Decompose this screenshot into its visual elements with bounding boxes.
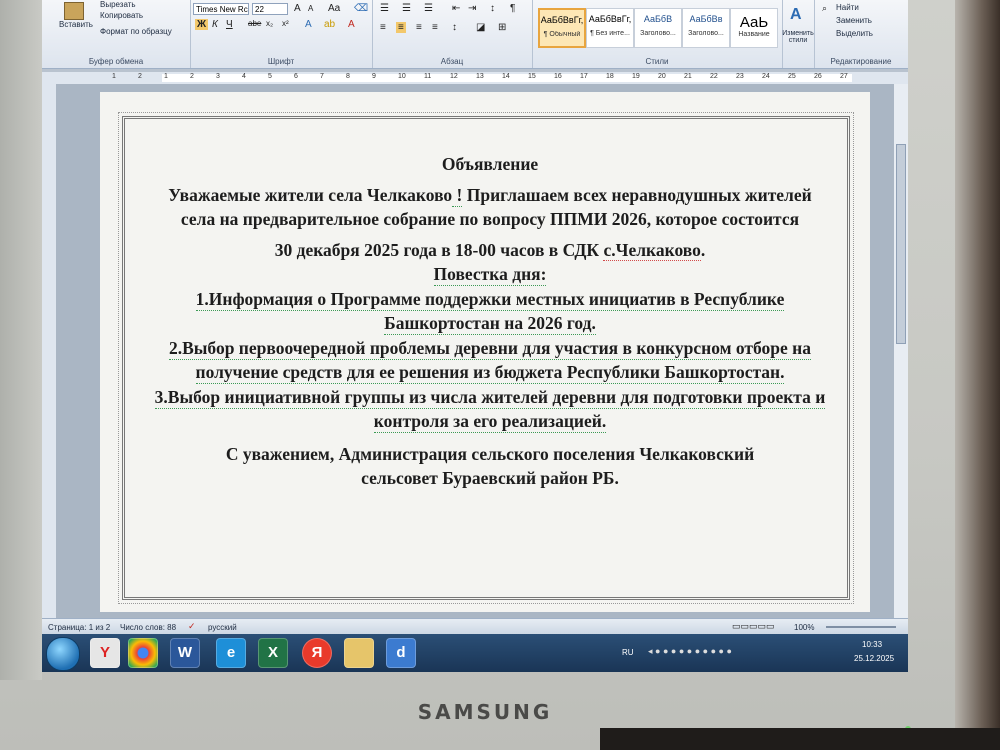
change-styles-icon[interactable]: A bbox=[790, 6, 802, 23]
replace-button[interactable]: Заменить bbox=[836, 16, 872, 25]
borders-icon[interactable]: ⊞ bbox=[498, 22, 507, 33]
doc-greeting bbox=[150, 183, 830, 232]
doc-date-after: . bbox=[700, 239, 706, 260]
ruler-number: 10 bbox=[398, 73, 406, 80]
ruler-number: 8 bbox=[346, 73, 350, 80]
ruler-number: 13 bbox=[476, 73, 484, 80]
ruler-number: 5 bbox=[268, 73, 272, 80]
doc-item-2-text: 2.Выбор первоочередной проблемы деревни для участия в конкурсном отборе на получение средств для ее решения из бюджета Республики Башкортостан. bbox=[168, 337, 812, 382]
bold-icon[interactable]: Ж bbox=[197, 19, 207, 30]
styles-group bbox=[532, 0, 783, 68]
format-painter-button[interactable]: Формат по образцу bbox=[100, 27, 172, 36]
ruler-number: 7 bbox=[320, 73, 324, 80]
tray-icons[interactable]: ◂ ● ● ● ● ● ● ● ● ● ● bbox=[648, 646, 732, 656]
document-body[interactable] bbox=[150, 152, 830, 491]
find-icon: ⌕ bbox=[822, 3, 828, 13]
status-bar bbox=[42, 618, 908, 635]
doc-item-3 bbox=[150, 385, 830, 434]
superscript-icon[interactable]: x² bbox=[282, 19, 289, 28]
document-page[interactable] bbox=[100, 92, 870, 612]
increase-indent-icon[interactable]: ⇥ bbox=[468, 3, 477, 14]
yandex-icon[interactable]: Я bbox=[302, 638, 332, 668]
ruler-number: 16 bbox=[554, 73, 562, 80]
desk bbox=[600, 728, 1000, 750]
style-sample: АаБбВвГг, bbox=[540, 15, 584, 25]
align-center-icon[interactable]: ≡ bbox=[398, 22, 404, 33]
vertical-scrollbar[interactable] bbox=[894, 84, 908, 618]
underline-icon[interactable]: Ч bbox=[226, 19, 233, 30]
style-sample: АаЬ bbox=[739, 14, 769, 31]
vertical-ruler bbox=[42, 84, 57, 618]
clear-format-icon[interactable]: ⌫ bbox=[354, 3, 369, 14]
editing-group bbox=[814, 0, 908, 68]
align-right-icon[interactable]: ≡ bbox=[416, 22, 422, 33]
change-case-icon[interactable]: Aa bbox=[328, 3, 341, 14]
ruler-number: 2 bbox=[190, 73, 194, 80]
style-name: Заголово... bbox=[640, 30, 676, 37]
style-item[interactable] bbox=[586, 8, 634, 48]
monitor-brand: SAMSUNG bbox=[417, 700, 553, 724]
ruler-number: 4 bbox=[242, 73, 246, 80]
doc-agenda-heading-text: Повестка дня: bbox=[433, 264, 547, 284]
doc-title: Объявление bbox=[441, 154, 539, 174]
style-item[interactable] bbox=[538, 8, 586, 48]
doc-item-1-text: 1.Информация о Программе поддержки местных инициатив в Республике Башкортостан на 2026 год. bbox=[195, 288, 785, 333]
word-icon[interactable]: W bbox=[170, 638, 200, 668]
editing-group-label: Редактирование bbox=[830, 57, 892, 66]
input-language[interactable]: RU bbox=[622, 648, 634, 657]
paragraph-group-label: Абзац bbox=[440, 57, 464, 66]
subscript-icon[interactable]: x₂ bbox=[266, 19, 274, 28]
ruler-number: 27 bbox=[840, 73, 848, 80]
doc-greeting-after: Приглашаем всех неравнодушных жителей села на предварительное собрание по вопросу ППМИ 2026, которое состоится bbox=[180, 184, 812, 229]
ruler-number: 1 bbox=[164, 73, 168, 80]
decrease-indent-icon[interactable]: ⇤ bbox=[452, 3, 461, 14]
bullets-icon[interactable]: ☰ bbox=[380, 3, 389, 14]
yandex-browser-icon[interactable]: Y bbox=[90, 638, 120, 668]
monitor-bezel-right bbox=[955, 0, 1000, 750]
clock-date[interactable]: 25.12.2025 bbox=[854, 654, 895, 663]
change-styles-button[interactable]: Изменить стили bbox=[782, 30, 814, 44]
ruler-number: 11 bbox=[424, 73, 432, 80]
paste-button[interactable] bbox=[52, 2, 92, 32]
ruler-number: 1 bbox=[112, 73, 116, 80]
doc-item-2 bbox=[150, 336, 830, 385]
style-sample: АаБбВвГг, bbox=[588, 14, 632, 24]
paste-icon bbox=[64, 2, 84, 20]
style-item[interactable] bbox=[730, 8, 778, 48]
doc-date-before: 30 декабря 2025 года в 18-00 часов в СДК bbox=[274, 239, 604, 260]
styles-group-label: Стили bbox=[645, 57, 669, 66]
style-name: ¶ Обычный bbox=[543, 31, 581, 38]
doc-greeting-before: Уважаемые жители села Челкаково bbox=[168, 184, 453, 205]
explorer-icon[interactable] bbox=[344, 638, 374, 668]
style-name: ¶ Без инте... bbox=[590, 30, 630, 37]
ruler-number: 21 bbox=[684, 73, 692, 80]
doc-date-place: с.Челкаково bbox=[603, 239, 701, 260]
ruler-number: 9 bbox=[372, 73, 376, 80]
ruler-number: 12 bbox=[450, 73, 458, 80]
ruler-number: 6 bbox=[294, 73, 298, 80]
highlight-icon[interactable]: ab bbox=[324, 19, 336, 30]
line-spacing-icon[interactable]: ↕ bbox=[452, 22, 457, 33]
font-group bbox=[190, 0, 373, 68]
style-name: Заголово... bbox=[688, 30, 724, 37]
font-group-label: Шрифт bbox=[267, 57, 295, 66]
proofing-icon[interactable]: ✓ bbox=[188, 621, 196, 631]
font-family-select[interactable]: Times New Rc bbox=[193, 3, 249, 15]
style-item[interactable] bbox=[634, 8, 682, 48]
ruler-number: 22 bbox=[710, 73, 718, 80]
ruler-number: 15 bbox=[528, 73, 536, 80]
change-styles-group bbox=[782, 0, 815, 68]
numbering-icon[interactable]: ☰ bbox=[402, 3, 411, 14]
show-marks-icon[interactable]: ¶ bbox=[510, 3, 516, 14]
scrollbar-thumb[interactable] bbox=[896, 144, 906, 344]
chrome-icon[interactable] bbox=[128, 638, 158, 668]
taskbar bbox=[42, 634, 908, 672]
ruler-number: 3 bbox=[216, 73, 220, 80]
align-left-icon[interactable]: ≡ bbox=[380, 22, 386, 33]
justify-icon[interactable]: ≡ bbox=[432, 22, 438, 33]
font-size-select[interactable]: 22 bbox=[252, 3, 288, 15]
doc-greeting-mark: ! bbox=[452, 184, 463, 205]
ruler-number: 17 bbox=[580, 73, 588, 80]
ruler-number: 26 bbox=[814, 73, 822, 80]
find-button[interactable]: Найти bbox=[836, 3, 859, 12]
doc-signature: С уважением, Администрация сельского поселения Челкаковский сельсовет Бураевский район РБ. bbox=[225, 443, 755, 488]
style-name: Название bbox=[738, 31, 770, 38]
style-sample: АаБбВ bbox=[643, 14, 673, 24]
ruler-number: 14 bbox=[502, 73, 510, 80]
text-effects-icon[interactable]: A bbox=[305, 19, 312, 30]
ruler-number: 18 bbox=[606, 73, 614, 80]
grow-font-icon[interactable]: A bbox=[294, 3, 301, 14]
start-button[interactable] bbox=[46, 637, 80, 671]
zoom-level[interactable]: 100% bbox=[794, 623, 815, 632]
ruler-number: 24 bbox=[762, 73, 770, 80]
style-sample: АаБбВв bbox=[689, 14, 723, 24]
page-counter[interactable]: Страница: 1 из 2 bbox=[48, 623, 111, 632]
monitor-bezel-left bbox=[0, 0, 42, 680]
shading-icon[interactable]: ◪ bbox=[476, 22, 486, 33]
screen bbox=[42, 0, 908, 672]
word-count[interactable]: Число слов: 88 bbox=[120, 623, 177, 632]
cut-button[interactable]: Вырезать bbox=[100, 0, 136, 9]
ruler-number: 19 bbox=[632, 73, 640, 80]
font-color-icon[interactable]: A bbox=[348, 19, 355, 30]
ruler-number: 20 bbox=[658, 73, 666, 80]
copy-button[interactable]: Копировать bbox=[100, 11, 144, 20]
language-indicator[interactable]: русский bbox=[208, 623, 237, 632]
clock-time[interactable]: 10:33 bbox=[862, 640, 883, 649]
doc-date-line bbox=[150, 238, 830, 263]
ruler-number: 25 bbox=[788, 73, 796, 80]
ruler-number: 23 bbox=[736, 73, 744, 80]
strikethrough-icon[interactable]: abe bbox=[248, 19, 262, 28]
doc-item-3-text: 3.Выбор инициативной группы из числа жителей деревни для подготовки проекта и контроля за его реализацией. bbox=[154, 386, 826, 431]
doc-agenda-heading bbox=[150, 262, 830, 287]
app-icon[interactable]: d bbox=[386, 638, 416, 668]
clipboard-group bbox=[42, 0, 191, 68]
view-buttons-icon[interactable]: ▭▭▭▭▭ bbox=[732, 621, 775, 631]
sort-icon[interactable]: ↕ bbox=[490, 3, 495, 14]
ruler-number: 2 bbox=[138, 73, 142, 80]
paragraph-group bbox=[372, 0, 533, 68]
style-item[interactable] bbox=[682, 8, 730, 48]
zoom-slider[interactable] bbox=[826, 626, 896, 628]
paste-label: Вставить bbox=[59, 20, 93, 29]
select-button[interactable]: Выделить bbox=[836, 29, 873, 38]
clipboard-group-label: Буфер обмена bbox=[88, 57, 144, 66]
excel-icon[interactable]: X bbox=[258, 638, 288, 668]
multilevel-list-icon[interactable]: ☰ bbox=[424, 3, 433, 14]
ribbon bbox=[42, 0, 908, 69]
doc-item-1 bbox=[150, 287, 830, 336]
internet-explorer-icon[interactable]: e bbox=[216, 638, 246, 668]
italic-icon[interactable]: К bbox=[212, 19, 218, 30]
shrink-font-icon[interactable]: A bbox=[308, 4, 314, 13]
